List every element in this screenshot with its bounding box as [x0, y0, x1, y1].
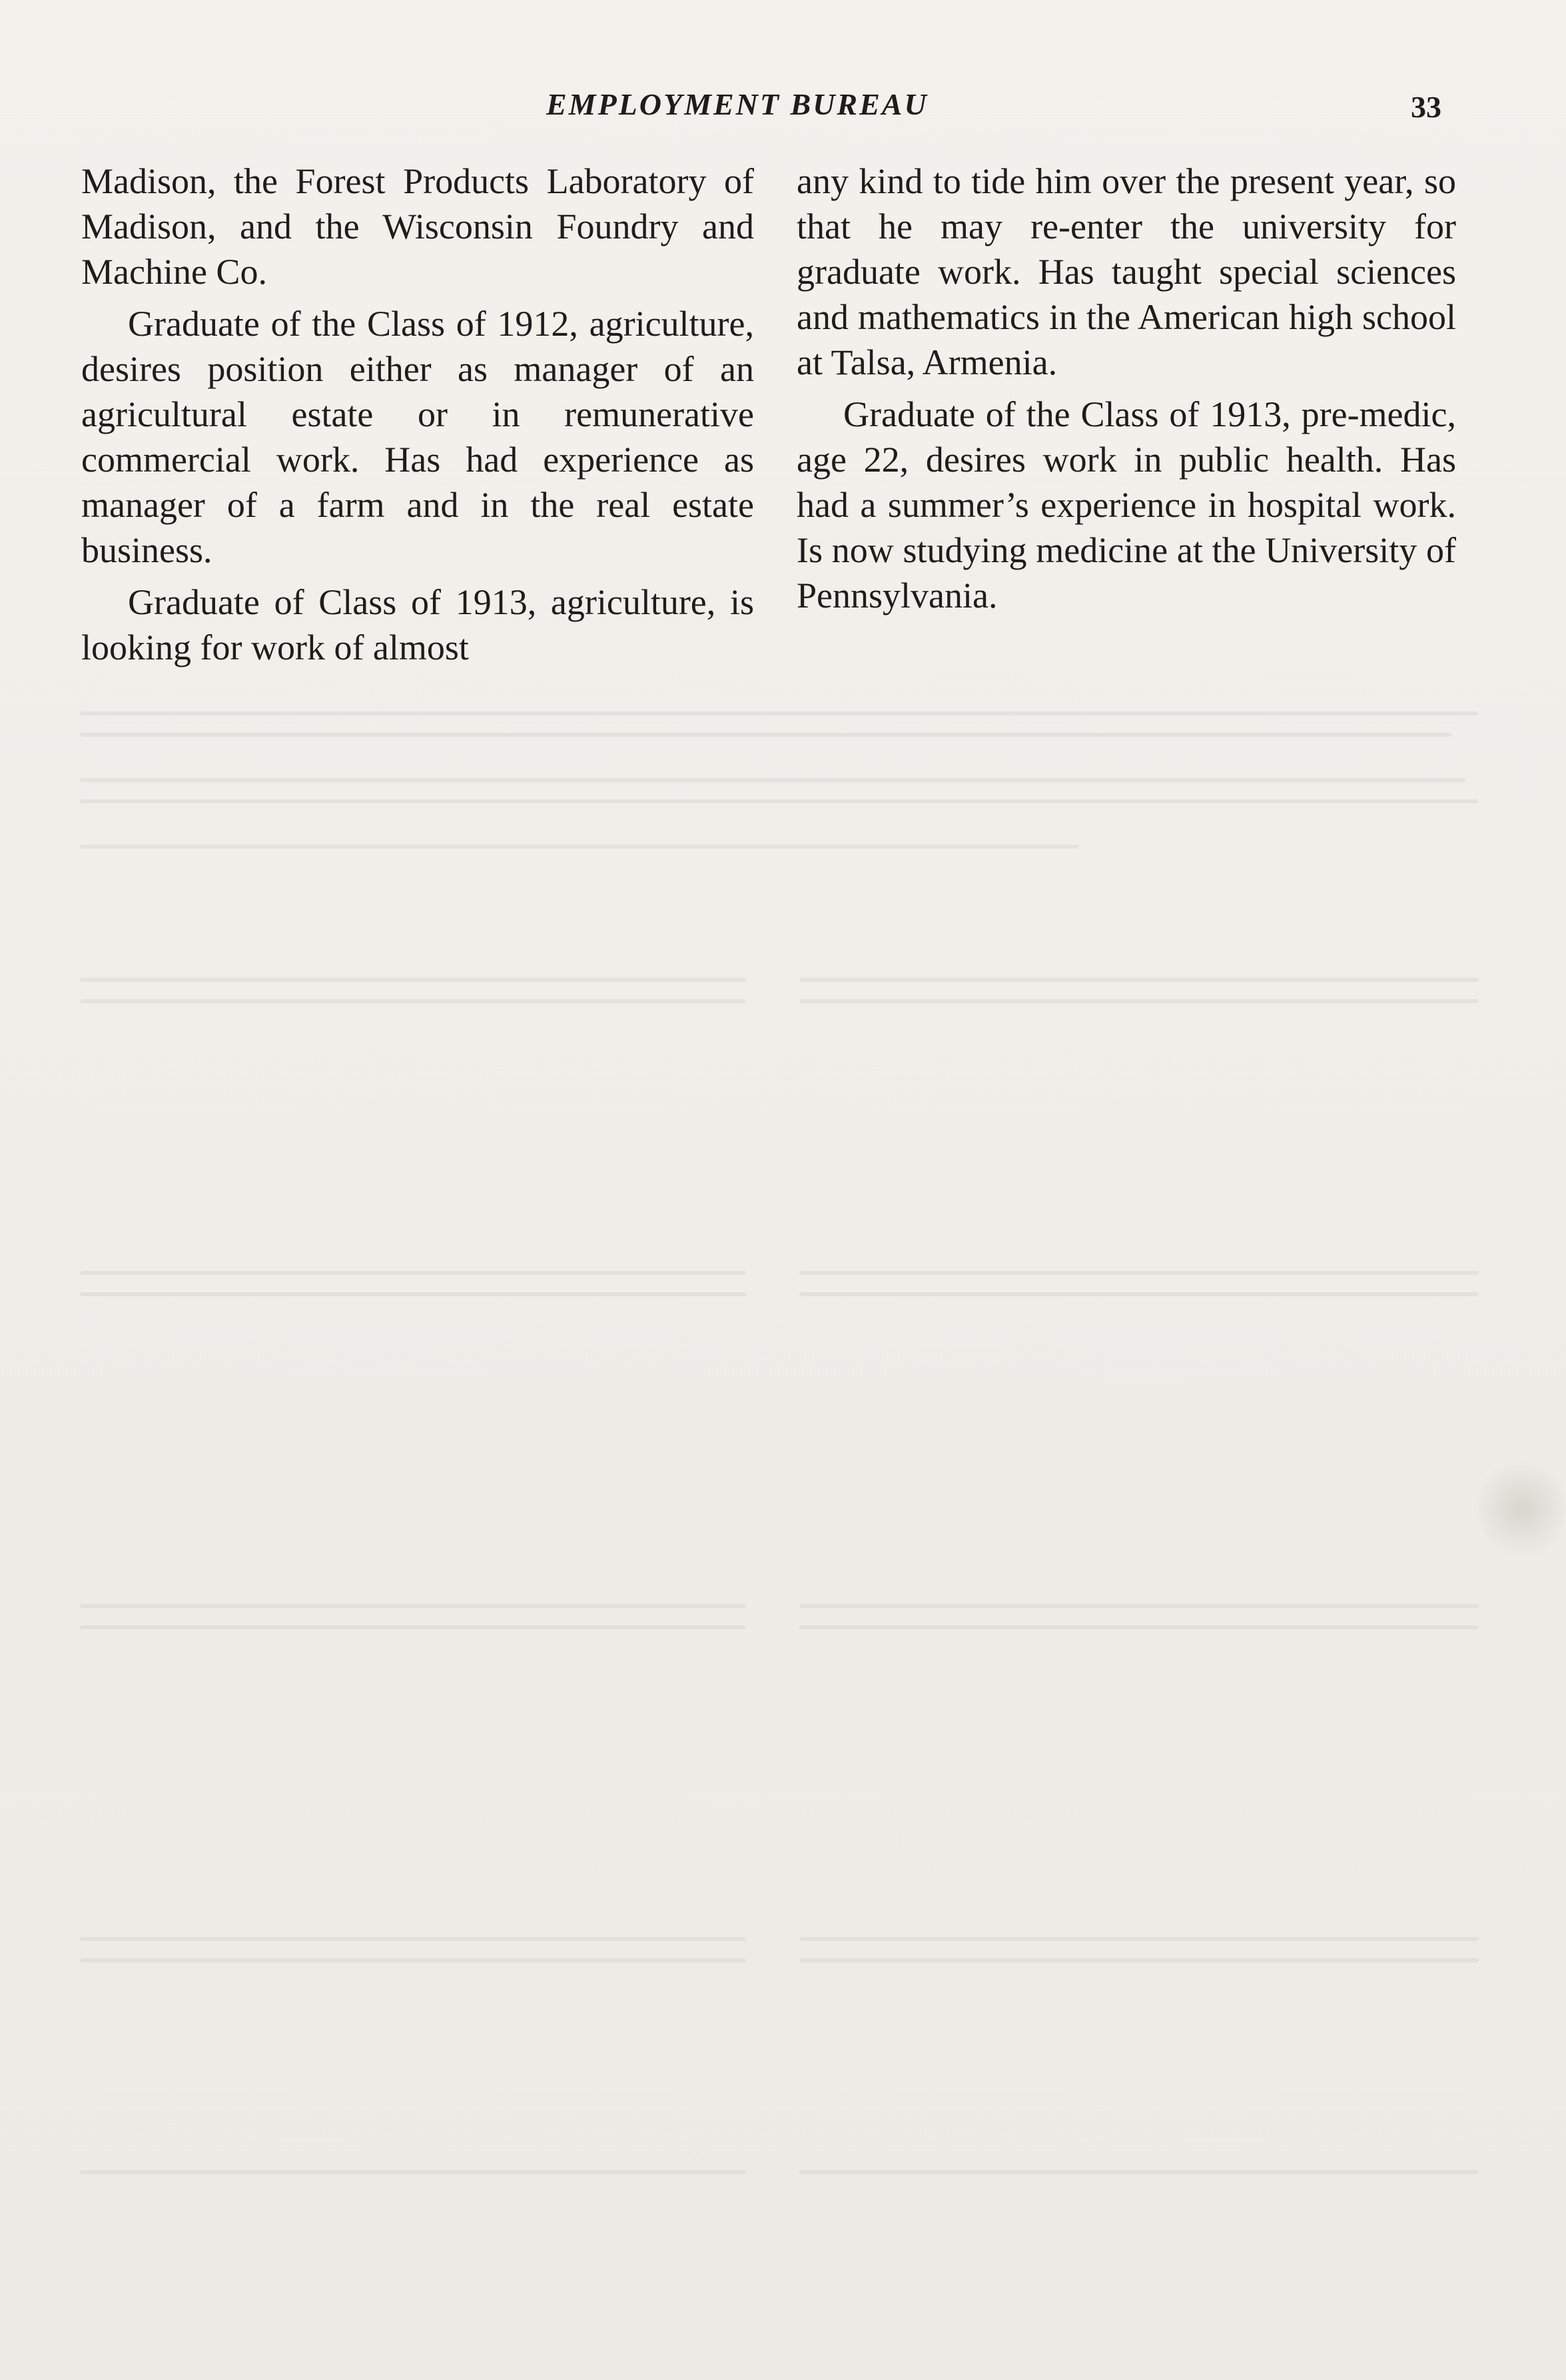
bleed-through-texture [80, 973, 1485, 1019]
paragraph: Graduate of the Class of 1912, agriculture, desires position either as manager of an agricultural estate or in remunerative commercial work. Has had experience as manager of a farm and in the real estate business. [81, 304, 754, 570]
right-column [797, 159, 1456, 625]
bleed-through-texture [80, 706, 1485, 753]
page-number: 33 [1411, 90, 1441, 124]
running-title: EMPLOYMENT BUREAU [546, 87, 929, 121]
bleed-through-texture [80, 2165, 1485, 2211]
bleed-through-texture [80, 1266, 1485, 1312]
paragraph: Madison, the Forest Products Laboratory of Madison, and the Wisconsin Foundry and Machine Co. [81, 161, 754, 292]
bleed-through-texture [80, 839, 1485, 886]
paper-smudge [1479, 1452, 1565, 1565]
paragraph: Graduate of the Class of 1913, pre-medic, age 22, desires work in public health. Has had a summer’s experience in hospital work. Is now studying medicine at the University of Pennsylvania. [797, 394, 1456, 615]
bleed-through-texture [80, 1599, 1485, 1645]
running-header [0, 80, 1566, 133]
bleed-through-texture [80, 1932, 1485, 1978]
bleed-through-texture [80, 773, 1485, 819]
paragraph: any kind to tide him over the present year, so that he may re-enter the university for graduate work. Has taught special sciences and mathematics in the American high school at Talsa, Armenia. [797, 161, 1456, 382]
paragraph: Graduate of Class of 1913, agriculture, is looking for work of almost [81, 582, 754, 667]
left-column [81, 159, 754, 677]
